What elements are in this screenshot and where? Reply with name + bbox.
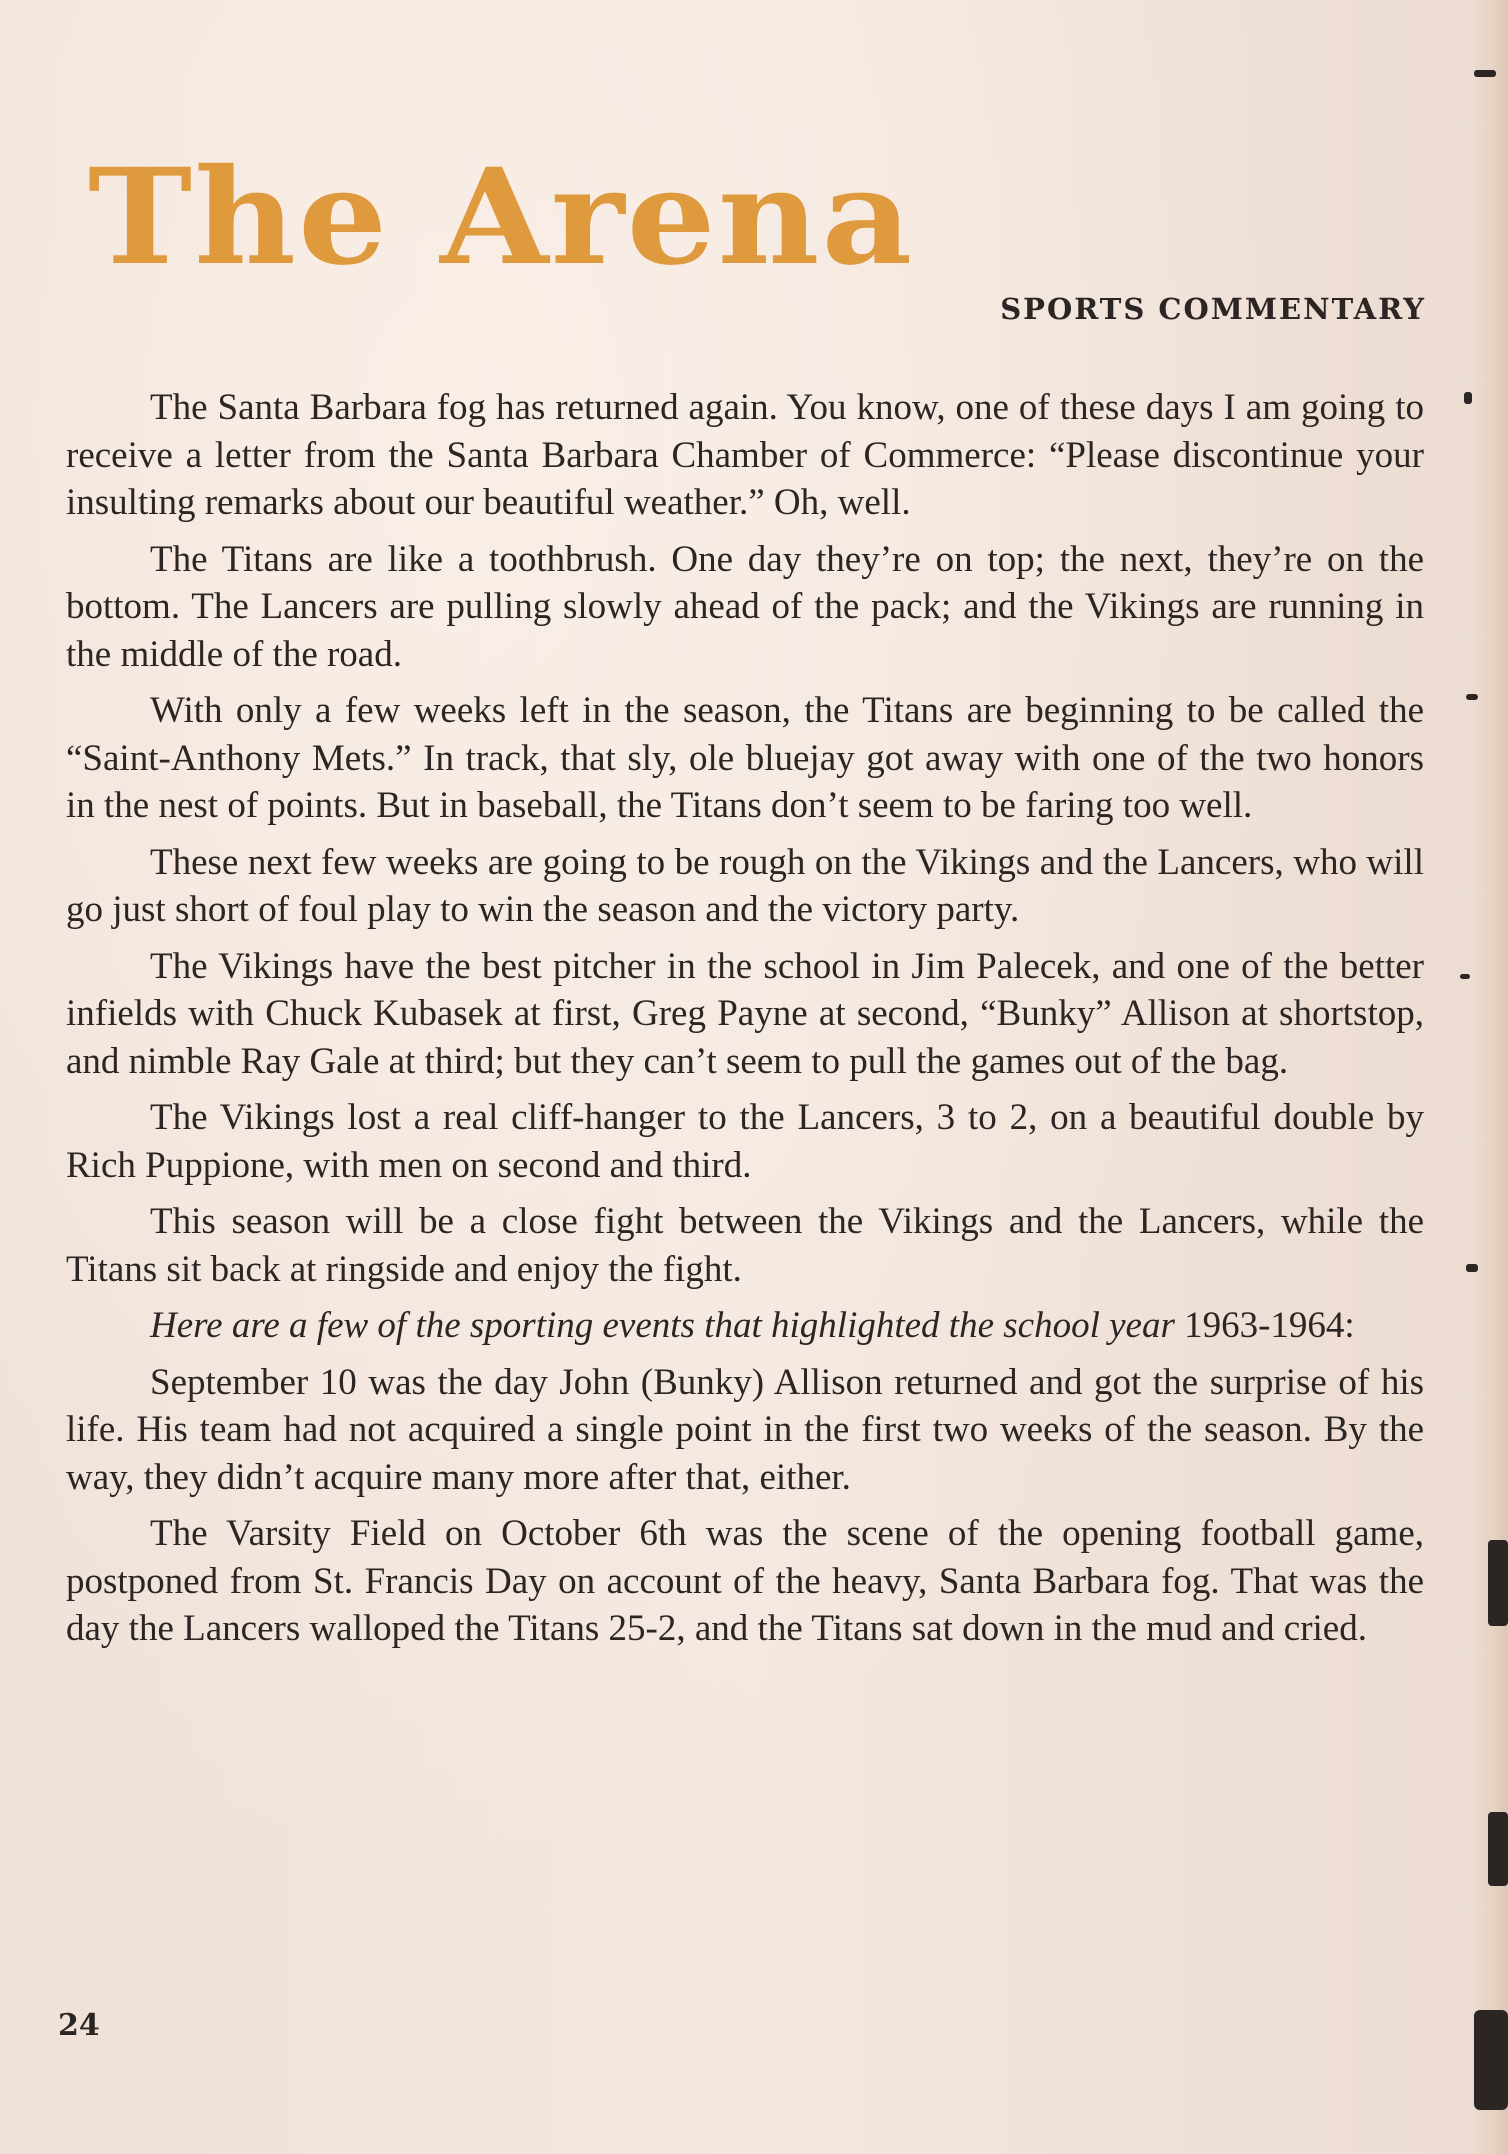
binding-mark <box>1474 70 1496 77</box>
binding-mark <box>1466 694 1478 700</box>
highlights-intro-italic: Here are a few of the sporting events that highlighted the school year <box>150 1305 1175 1346</box>
article-body <box>66 384 1424 1662</box>
article-paragraph: The Vikings have the best pitcher in the school in Jim Palecek, and one of the better infields with Chuck Kubasek at first, Greg Payne at second, “Bunky” Allison at shortstop, and nimble Ray Gale at third; but they can’t seem to pull the games out of the bag. <box>66 945 1424 1082</box>
article-paragraph: With only a few weeks left in the season, the Titans are beginning to be called the “Saint-Anthony Mets.” In track, that sly, ole bluejay got away with one of the two honors in the nest of points. But in baseball, the Titans don’t seem to be faring too well. <box>66 690 1424 826</box>
binding-mark <box>1488 1540 1508 1626</box>
page-number: 24 <box>58 2008 100 2043</box>
binding-mark <box>1488 1812 1508 1886</box>
article-paragraph: This season will be a close fight between the Vikings and the Lancers, while the Titans sit back at ringside and enjoy the fight. <box>66 1201 1424 1290</box>
binding-mark <box>1460 974 1470 979</box>
binding-mark <box>1466 1264 1478 1272</box>
article-paragraph: The Vikings lost a real cliff-hanger to the Lancers, 3 to 2, on a beautiful double by Rich Puppione, with men on second and third. <box>66 1097 1424 1186</box>
binding-mark <box>1474 2010 1508 2110</box>
article-paragraph: These next few weeks are going to be rough on the Vikings and the Lancers, who will go just short of foul play to win the season and the victory party. <box>66 841 1424 930</box>
article-paragraph: The Varsity Field on October 6th was the scene of the opening football game, postponed from St. Francis Day on account of the heavy, Santa Barbara fog. That was the day the Lancers walloped the Titans 25-2, and the Titans sat down in the mud and cried. <box>66 1513 1424 1649</box>
page-title: The Arena <box>88 140 915 295</box>
article-paragraph: The Titans are like a toothbrush. One day they’re on top; the next, they’re on the bottom. The Lancers are pulling slowly ahead of the pack; and the Vikings are running in the middle of the road. <box>66 538 1424 675</box>
highlights-intro-years: 1963-1964: <box>1184 1305 1355 1346</box>
section-kicker: SPORTS COMMENTARY <box>1000 292 1426 326</box>
binding-mark <box>1464 392 1472 404</box>
article-paragraph: The Santa Barbara fog has returned again. You know, one of these days I am going to receive a letter from the Santa Barbara Chamber of Commerce: “Please discontinue your insulting remarks about our beautiful weather.” Oh, well. <box>66 387 1424 523</box>
article-paragraph: September 10 was the day John (Bunky) Allison returned and got the surprise of his life. His team had not acquired a single point in the first two weeks of the season. By the way, they didn’t acquire many more after that, either. <box>66 1361 1424 1498</box>
highlights-intro <box>66 1302 1424 1350</box>
